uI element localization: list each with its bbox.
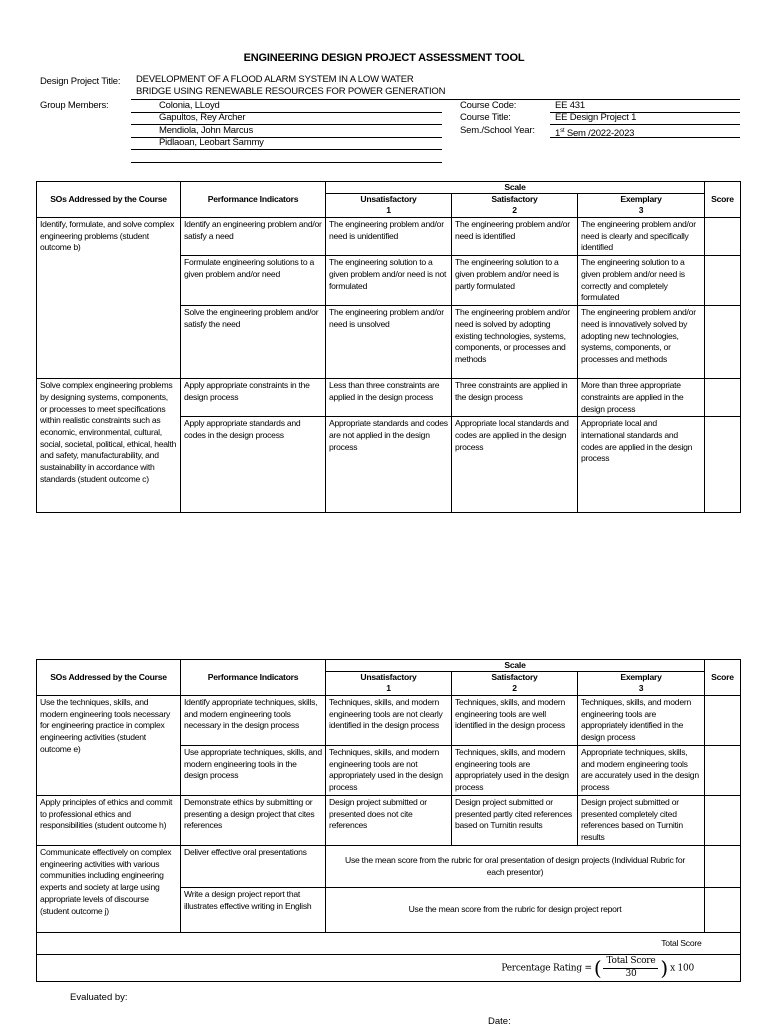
pi-cell: Demonstrate ethics by submitting or presenting a design project that cites references xyxy=(181,796,326,846)
school-year-value: 1st Sem /2022-2023 xyxy=(555,128,635,140)
unsatisfactory-cell: The engineering problem and/or need is unidentified xyxy=(326,218,452,256)
unsatisfactory-cell: The engineering solution to a given problem and/or need is not formulated xyxy=(326,256,452,306)
so-cell: Solve complex engineering problems by designing systems, components, or processes to meet specifications within realistic constraints such as economic, environmental, cultural, social, societal, political, ethical, health and safety, manufacturability, and sustainability in accordance with standards (student outcome c) xyxy=(37,379,181,513)
school-year-underline xyxy=(550,137,740,138)
pi-cell: Write a design project report that illustrates effective writing in English xyxy=(181,888,326,933)
pi-cell: Apply appropriate constraints in the design process xyxy=(181,379,326,417)
course-title-label: Course Title: xyxy=(460,112,511,123)
date-label: Date: xyxy=(488,1016,511,1027)
oral-rubric-note: Use the mean score from the rubric for oral presentation of design projects (Individual Rubric for each presentor) xyxy=(326,846,705,888)
evaluated-by-label: Evaluated by: xyxy=(70,992,128,1003)
rubric-table-2 xyxy=(36,659,741,982)
score-cell[interactable] xyxy=(705,888,741,933)
member-name: Colonia, LLoyd xyxy=(159,100,220,111)
so-cell: Apply principles of ethics and commit to professional ethics and responsibilities (student outcome h) xyxy=(37,796,181,846)
scale-header: Scale xyxy=(326,182,705,194)
exemplary-cell: The engineering problem and/or need is innovatively solved by adopting new technologies, systems, components, or processes and methods xyxy=(578,306,705,379)
score-cell[interactable] xyxy=(705,256,741,306)
project-title-label: Design Project Title: xyxy=(40,76,121,87)
satisfactory-cell: The engineering problem and/or need is identified xyxy=(452,218,578,256)
table-row xyxy=(37,379,741,417)
pi-cell: Identify appropriate techniques, skills, and modern engineering tools necessary in the design process xyxy=(181,696,326,746)
unsatisfactory-cell: Techniques, skills, and modern engineering tools are not appropriately used in the design process xyxy=(326,746,452,796)
unsatisfactory-cell: The engineering problem and/or need is unsolved xyxy=(326,306,452,379)
document-title: ENGINEERING DESIGN PROJECT ASSESSMENT TOOL xyxy=(243,52,525,64)
rubric-table-1 xyxy=(36,181,741,513)
satisfactory-cell: Techniques, skills, and modern engineering tools are appropriately used in the design process xyxy=(452,746,578,796)
score-cell[interactable] xyxy=(705,417,741,513)
unsatisfactory-cell: Techniques, skills, and modern engineering tools are not clearly identified in the design process xyxy=(326,696,452,746)
total-score-value[interactable] xyxy=(705,933,741,955)
total-score-label: Total Score xyxy=(37,933,705,955)
pi-cell: Apply appropriate standards and codes in the design process xyxy=(181,417,326,513)
member-underline xyxy=(131,149,442,150)
score-cell[interactable] xyxy=(705,306,741,379)
project-title-underline xyxy=(131,99,740,100)
total-score-row xyxy=(37,933,741,955)
unsatisfactory-header: Unsatisfactory 1 xyxy=(326,194,452,218)
unsatisfactory-cell: Design project submitted or presented does not cite references xyxy=(326,796,452,846)
score-cell[interactable] xyxy=(705,846,741,888)
exemplary-cell: The engineering problem and/or need is clearly and specifically identified xyxy=(578,218,705,256)
sos-header: SOs Addressed by the Course xyxy=(37,182,181,218)
exemplary-cell: Appropriate local and international standards and codes are applied in the design process xyxy=(578,417,705,513)
satisfactory-cell: Appropriate local standards and codes are applied in the design process xyxy=(452,417,578,513)
so-cell: Communicate effectively on complex engineering activities with various communities including engineering experts and society at large using appropriate levels of discourse (student outcome j) xyxy=(37,846,181,933)
exemplary-cell: More than three appropriate constraints are applied in the design process xyxy=(578,379,705,417)
pi-cell: Identify an engineering problem and/or satisfy a need xyxy=(181,218,326,256)
exemplary-cell: Appropriate techniques, skills, and modern engineering tools are accurately used in the design process xyxy=(578,746,705,796)
table-row xyxy=(37,846,741,888)
course-code-label: Course Code: xyxy=(460,100,517,111)
exemplary-cell: Techniques, skills, and modern engineering tools are appropriately identified in the design process xyxy=(578,696,705,746)
satisfactory-header: Satisfactory 2 xyxy=(452,194,578,218)
score-cell[interactable] xyxy=(705,379,741,417)
table-row xyxy=(37,696,741,746)
exemplary-header: Exemplary 3 xyxy=(578,672,705,696)
report-rubric-note: Use the mean score from the rubric for design project report xyxy=(326,888,705,933)
satisfactory-cell: Techniques, skills, and modern engineering tools are well identified in the design process xyxy=(452,696,578,746)
project-title-line2: BRIDGE USING RENEWABLE RESOURCES FOR POWER GENERATION xyxy=(136,86,446,97)
course-title-value: EE Design Project 1 xyxy=(555,112,637,123)
score-cell[interactable] xyxy=(705,796,741,846)
score-cell[interactable] xyxy=(705,746,741,796)
satisfactory-cell: Design project submitted or presented partly cited references based on Turnitin results xyxy=(452,796,578,846)
score-cell[interactable] xyxy=(705,696,741,746)
member-name: Pidlaoan, Leobart Sammy xyxy=(159,137,264,148)
sos-header: SOs Addressed by the Course xyxy=(37,660,181,696)
school-year-label: Sem./School Year: xyxy=(460,125,535,136)
unsatisfactory-header: Unsatisfactory 1 xyxy=(326,672,452,696)
member-name: Gapultos, Rey Archer xyxy=(159,112,246,123)
unsatisfactory-cell: Appropriate standards and codes are not applied in the design process xyxy=(326,417,452,513)
member-name: Mendiola, John Marcus xyxy=(159,125,254,136)
satisfactory-header: Satisfactory 2 xyxy=(452,672,578,696)
percentage-rating-row xyxy=(37,955,741,982)
exemplary-header: Exemplary 3 xyxy=(578,194,705,218)
satisfactory-cell: Three constraints are applied in the design process xyxy=(452,379,578,417)
unsatisfactory-cell: Less than three constraints are applied in the design process xyxy=(326,379,452,417)
score-header: Score xyxy=(705,182,741,218)
pi-cell: Formulate engineering solutions to a given problem and/or need xyxy=(181,256,326,306)
performance-indicators-header: Performance Indicators xyxy=(181,182,326,218)
exemplary-cell: The engineering solution to a given problem and/or need is correctly and completely formulated xyxy=(578,256,705,306)
group-members-label: Group Members: xyxy=(40,100,109,111)
so-cell: Identify, formulate, and solve complex engineering problems (student outcome b) xyxy=(37,218,181,379)
table-row xyxy=(37,218,741,256)
pi-cell: Solve the engineering problem and/or satisfy the need xyxy=(181,306,326,379)
member-underline xyxy=(131,162,442,163)
satisfactory-cell: The engineering solution to a given problem and/or need is partly formulated xyxy=(452,256,578,306)
performance-indicators-header: Performance Indicators xyxy=(181,660,326,696)
table-row xyxy=(37,796,741,846)
so-cell: Use the techniques, skills, and modern engineering tools necessary for engineering practice in complex engineering activities (student outcome e) xyxy=(37,696,181,796)
score-cell[interactable] xyxy=(705,218,741,256)
pi-cell: Use appropriate techniques, skills, and modern engineering tools in the design process xyxy=(181,746,326,796)
percentage-rating-formula: Percentage Rating = ( $\frac{\text{Total Score}}{30}$ ) x 100 xyxy=(37,955,741,982)
scale-header: Scale xyxy=(326,660,705,672)
score-header: Score xyxy=(705,660,741,696)
project-title-line1: DEVELOPMENT OF A FLOOD ALARM SYSTEM IN A LOW WATER xyxy=(136,74,414,85)
pi-cell: Deliver effective oral presentations xyxy=(181,846,326,888)
course-code-value: EE 431 xyxy=(555,100,585,111)
exemplary-cell: Design project submitted or presented completely cited references based on Turnitin results xyxy=(578,796,705,846)
satisfactory-cell: The engineering problem and/or need is solved by adopting existing technologies, systems, components, or processes and methods xyxy=(452,306,578,379)
